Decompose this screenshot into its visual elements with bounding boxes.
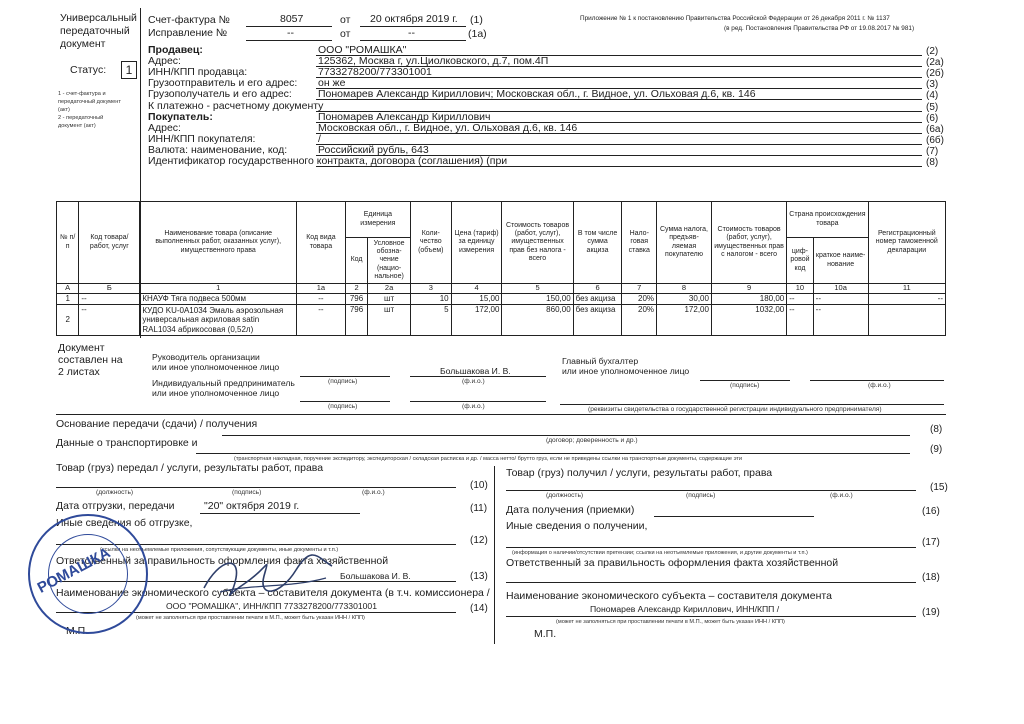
entrepreneur-sign-line — [300, 401, 390, 402]
receive-date-label: Дата получения (приемки) — [506, 504, 635, 516]
ship-date-label: Дата отгрузки, передачи — [56, 500, 175, 512]
head-label — [152, 352, 279, 372]
received-index: (15) — [930, 482, 948, 493]
header-field-label: Продавец: — [148, 44, 203, 56]
right-responsible-label: Ответственный за правильность оформления факта хозяйственной — [506, 557, 839, 569]
basis-line — [222, 435, 910, 436]
composed-line: 2 листах — [58, 366, 100, 378]
entrepreneur-reg-caption: (реквизиты свидетельства о государственной регистрации индивидуального предпринимателя) — [588, 406, 882, 413]
composed-on-sheets — [58, 342, 123, 378]
status-label: Статус: — [70, 64, 107, 76]
accountant-fio-caption: (ф.и.о.) — [868, 382, 891, 389]
column-letter: 1 — [140, 284, 297, 294]
entrepreneur-sign-caption: (подпись) — [328, 403, 358, 410]
header-field-value: / — [318, 133, 321, 145]
col-header-cost-with-tax: Стоимость товаров (работ, услуг), имущественных прав с налогом - всего — [711, 202, 786, 284]
received-label: Товар (груз) получил / услуги, результаты работ, права — [506, 467, 773, 479]
left-entity-caption: (может не заполняться при проставлении печати в М.П., может быть указан ИНН / КПП) — [136, 615, 365, 621]
cell-total: 180,00 — [711, 294, 786, 305]
header-field-index: (6б) — [926, 135, 944, 146]
cell-code: -- — [79, 305, 140, 336]
col-header-qty: Коли- чество (объем) — [410, 202, 451, 284]
cell-tax: 172,00 — [657, 305, 712, 336]
entrepreneur-fio-line — [410, 401, 546, 402]
header-field-value: Пономарев Александр Кириллович — [318, 111, 491, 123]
cell-kind: -- — [297, 305, 346, 336]
column-letter: 7 — [622, 284, 657, 294]
ship-other-index: (12) — [470, 535, 488, 546]
cell-country-name: -- — [813, 305, 868, 336]
status-note: 1 - счет-фактура и — [58, 91, 106, 97]
ship-date-index: (11) — [470, 503, 488, 514]
col-header-country: Страна происхождения товара — [787, 202, 868, 238]
header-field-index: (8) — [926, 157, 939, 168]
col-header-tax: Сумма налога, предъяв- ляемая покупателю — [657, 202, 712, 284]
header-field-index: (2б) — [926, 68, 944, 79]
transport-line — [196, 453, 910, 454]
cell-customs — [868, 305, 945, 336]
column-letter: 8 — [657, 284, 712, 294]
col-header-unit: Единица измерения — [345, 202, 410, 238]
accountant-label — [562, 356, 689, 376]
received-fio-caption: (ф.и.о.) — [830, 492, 853, 499]
head-name: Большакова И. В. — [440, 366, 511, 376]
invoice-label: Счет-фактура № — [148, 14, 230, 26]
cell-kind: -- — [297, 294, 346, 305]
right-entity-line — [506, 616, 916, 617]
header-field-label: Грузоотправитель и его адрес: — [148, 77, 298, 89]
transport-caption: (транспортная накладная, поручение экспедитору, экспедиторская / складская расписка и др. / масса нетто/ брутто груз, если не приведены ссылки на транспортные документы, содержащие эти — [234, 456, 742, 462]
cell-unit-name: шт — [368, 294, 411, 305]
cell-name: КУДО KU-0A1034 Эмаль аэрозольная универсальная акриловая satin RAL1034 абрикосовая (0,52л) — [140, 305, 297, 336]
received-pos-caption: (должность) — [546, 492, 584, 499]
header-field-value: Российский рубль, 643 — [318, 144, 429, 156]
table-header-row — [57, 202, 946, 238]
right-entity-value: Пономарев Александр Кириллович, ИНН/КПП / — [590, 604, 780, 614]
header-field-label: Идентификатор государственного контракта, договора (соглашения) (при — [148, 155, 508, 167]
cell-cost: 860,00 — [502, 305, 573, 336]
left-responsible-index: (13) — [470, 571, 488, 582]
column-letter: 6 — [573, 284, 622, 294]
col-header-rate: Нало- говая ставка — [622, 202, 657, 284]
receive-date-index: (16) — [922, 506, 940, 517]
head-sign-line — [300, 376, 390, 377]
cell-rate: 20% — [622, 305, 657, 336]
header-field-line — [316, 166, 922, 167]
ship-date-value: "20" октября 2019 г. — [204, 500, 300, 512]
header-field-index: (2а) — [926, 57, 944, 68]
accountant-sign-line — [700, 380, 790, 381]
cell-name: КНАУФ Тяга подвеса 500мм — [140, 294, 297, 305]
invoice-number: 8057 — [280, 13, 304, 25]
invoice-index: (1) — [470, 14, 483, 26]
basis-caption: (договор; доверенность и др.) — [546, 437, 638, 444]
header-field-value: 125362, Москва г, ул.Циолковского, д.7, пом.4П — [318, 55, 549, 67]
receive-other-index: (17) — [922, 537, 940, 548]
left-responsible-label: Ответственный за правильность оформления факта хозяйственной — [56, 555, 389, 567]
receive-other-caption: (информация о наличии/отсутствии претензии; ссылки на неотъемлемые приложения, и другие документы и т.п.) — [512, 550, 808, 556]
cell-country-name: -- — [813, 294, 868, 305]
status-value: 1 — [121, 61, 137, 79]
status-note: (акт) — [58, 107, 70, 113]
cell-num: 1 — [57, 294, 79, 305]
receive-other-label: Иные сведения о получении, — [506, 520, 648, 532]
col-header-code: Код товара/ работ, услуг — [79, 202, 140, 284]
header-field-index: (4) — [926, 90, 939, 101]
invoice-from: от — [340, 14, 351, 26]
passed-pos-caption: (должность) — [96, 489, 134, 496]
accountant-sign-caption: (подпись) — [730, 382, 760, 389]
cell-qty: 5 — [410, 305, 451, 336]
cell-tax: 30,00 — [657, 294, 712, 305]
column-letter: 2 — [345, 284, 367, 294]
cell-cost: 150,00 — [502, 294, 573, 305]
correction-number: -- — [287, 27, 294, 39]
appendix-line-1: Приложение № 1 к постановлению Правительства Российской Федерации от 26 декабря 2011 г. № 1137 — [580, 15, 890, 22]
cell-unit-code: 796 — [345, 305, 367, 336]
receive-date-line — [654, 516, 814, 517]
header-field-label: Покупатель: — [148, 111, 213, 123]
left-entity-label: Наименование экономического субъекта – составителя документа (в т.ч. комиссионера / — [56, 587, 490, 599]
right-entity-index: (19) — [922, 607, 940, 618]
col-header-price: Цена (тариф) за единицу измерения — [451, 202, 502, 284]
header-field-index: (3) — [926, 79, 939, 90]
head-fio-line — [410, 376, 546, 377]
col-header-country-code: циф- ровой код — [787, 238, 813, 284]
header-field-label: Адрес: — [148, 122, 181, 134]
passed-fio-caption: (ф.и.о.) — [362, 489, 385, 496]
document-type-title — [60, 12, 137, 51]
cell-country-code: -- — [787, 294, 813, 305]
col-header-cost-without-tax: Стоимость товаров (работ, услуг), имущественных прав без налога - всего — [502, 202, 573, 284]
cell-qty: 10 — [410, 294, 451, 305]
signature-block-bottom-border — [56, 414, 946, 415]
transport-index: (9) — [930, 444, 943, 455]
header-field-line — [316, 99, 922, 100]
header-field-value: 7733278200/773301001 — [318, 66, 432, 78]
cell-customs: -- — [868, 294, 945, 305]
cell-excise: без акциза — [573, 294, 622, 305]
status-notes — [58, 90, 121, 130]
basis-label: Основание передачи (сдачи) / получения — [56, 418, 258, 430]
header-field-label: К платежно - расчетному документу — [148, 100, 324, 112]
header-field-line — [316, 133, 922, 134]
column-letter: 10а — [813, 284, 868, 294]
col-header-kind: Код вида товара — [297, 202, 346, 284]
left-entity-index: (14) — [470, 603, 488, 614]
col-header-unit-code: Код — [345, 238, 367, 284]
entrepreneur-label-line: Индивидуальный предприниматель — [152, 378, 295, 388]
received-sign-caption: (подпись) — [686, 492, 716, 499]
header-field-index: (6а) — [926, 124, 944, 135]
cell-country-code: -- — [787, 305, 813, 336]
column-letter: 9 — [711, 284, 786, 294]
receive-other-line — [506, 547, 916, 548]
transport-label: Данные о транспортировке и — [56, 437, 198, 449]
table-column-letters-row — [57, 284, 946, 294]
correction-from: от — [340, 28, 351, 40]
handwritten-signature — [200, 548, 340, 604]
header-field-label: Грузополучатель и его адрес: — [148, 88, 292, 100]
col-header-country-name: краткое наиме- нование — [813, 238, 868, 284]
cell-unit-name: шт — [368, 305, 411, 336]
head-sign-caption: (подпись) — [328, 378, 358, 385]
column-letter: 4 — [451, 284, 502, 294]
doc-title-line: передаточный — [60, 25, 130, 37]
header-field-value: он же — [318, 77, 346, 89]
accountant-label-line: или иное уполномоченное лицо — [562, 366, 690, 376]
left-entity-value: ООО "РОМАШКА", ИНН/КПП 7733278200/773301001 — [166, 601, 377, 611]
cell-rate: 20% — [622, 294, 657, 305]
header-field-label: Адрес: — [148, 55, 181, 67]
entrepreneur-label — [152, 378, 295, 398]
ship-other-caption: (ссылки на неотъемлемые приложения, сопутствующие документы, иные документы и т.п.) — [100, 547, 339, 553]
received-line — [506, 490, 916, 491]
composed-line: составлен на — [58, 354, 123, 366]
col-header-name: Наименование товара (описание выполненных работ, оказанных услуг), имущественного права — [140, 202, 297, 284]
column-letter: 3 — [410, 284, 451, 294]
right-responsible-line — [506, 582, 916, 583]
header-field-label: Валюта: наименование, код: — [148, 144, 288, 156]
goods-table — [56, 201, 946, 336]
header-field-value: Пономарев Александр Кириллович; Московская обл., г. Видное, ул. Ольховая д.6, кв. 146 — [318, 88, 756, 100]
column-letter: 11 — [868, 284, 945, 294]
cell-price: 15,00 — [451, 294, 502, 305]
accountant-fio-line — [810, 380, 944, 381]
entrepreneur-label-line: или иное уполномоченное лицо — [152, 388, 280, 398]
right-seal-place: М.П. — [534, 628, 557, 640]
passed-line — [56, 487, 456, 488]
header-field-label: ИНН/КПП покупателя: — [148, 133, 256, 145]
cell-code: -- — [79, 294, 140, 305]
header-field-index: (5) — [926, 102, 939, 113]
cell-num: 2 — [57, 305, 79, 336]
ship-other-label: Иные сведения об отгрузке, — [56, 517, 193, 529]
bottom-center-divider — [494, 466, 495, 644]
composed-line: Документ — [58, 342, 105, 354]
column-letter: А — [57, 284, 79, 294]
cell-price: 172,00 — [451, 305, 502, 336]
correction-date: -- — [408, 27, 415, 39]
header-field-value: Московская обл., г. Видное, ул. Ольховая д.6, кв. 146 — [318, 122, 578, 134]
head-label-line: или иное уполномоченное лицо — [152, 362, 280, 372]
right-entity-label: Наименование экономического субъекта – составителя документа — [506, 590, 832, 602]
header-field-index: (7) — [926, 146, 939, 157]
table-row — [57, 294, 946, 305]
passed-sign-caption: (подпись) — [232, 489, 262, 496]
column-letter: 1а — [297, 284, 346, 294]
company-seal-name: РОМАШКА — [34, 544, 114, 597]
col-header-excise: В том числе сумма акциза — [573, 202, 622, 284]
correction-date-line — [360, 40, 466, 41]
cell-unit-code: 796 — [345, 294, 367, 305]
right-responsible-index: (18) — [922, 572, 940, 583]
cell-total: 1032,00 — [711, 305, 786, 336]
entrepreneur-fio-caption: (ф.и.о.) — [462, 403, 485, 410]
cell-excise: без акциза — [573, 305, 622, 336]
status-note: передаточный документ — [58, 99, 121, 105]
col-header-num: № п/п — [57, 202, 79, 284]
left-responsible-name: Большакова И. В. — [340, 571, 411, 581]
ship-date-line — [200, 513, 360, 514]
head-label-line: Руководитель организации — [152, 352, 260, 362]
col-header-unit-name: Условное обозна- чение (нацио- нальное) — [368, 238, 411, 284]
header-field-index: (2) — [926, 46, 939, 57]
column-letter: 5 — [502, 284, 573, 294]
company-seal — [28, 514, 148, 634]
doc-title-line: Универсальный — [60, 12, 137, 24]
accountant-label-line: Главный бухгалтер — [562, 356, 639, 366]
doc-title-line: документ — [60, 38, 106, 50]
entrepreneur-reg-line — [560, 404, 944, 405]
basis-index: (8) — [930, 424, 943, 435]
correction-index: (1а) — [468, 28, 487, 40]
passed-index: (10) — [470, 480, 488, 491]
column-letter: Б — [79, 284, 140, 294]
column-letter: 2а — [368, 284, 411, 294]
head-fio-caption: (ф.и.о.) — [462, 378, 485, 385]
header-field-label: ИНН/КПП продавца: — [148, 66, 248, 78]
header-field-value: ООО "РОМАШКА" — [318, 44, 407, 56]
invoice-date: 20 октября 2019 г. — [370, 13, 458, 25]
passed-label: Товар (груз) передал / услуги, результаты работ, права — [56, 462, 324, 474]
left-seal-place: М.П. — [66, 625, 89, 637]
header-field-line — [316, 77, 922, 78]
status-note: 2 - передаточный — [58, 115, 104, 121]
correction-number-line — [246, 40, 332, 41]
right-entity-caption: (может не заполняться при проставлении печати в М.П., может быть указан ИНН / КПП) — [556, 619, 785, 625]
table-row — [57, 305, 946, 336]
header-field-index: (6) — [926, 113, 939, 124]
col-header-customs: Регистрационный номер таможенной декларации — [868, 202, 945, 284]
status-note: документ (акт) — [58, 123, 96, 129]
correction-label: Исправление № — [148, 27, 228, 39]
column-letter: 10 — [787, 284, 813, 294]
appendix-line-2: (в ред. Постановления Правительства РФ от 19.08.2017 № 981) — [724, 25, 915, 32]
